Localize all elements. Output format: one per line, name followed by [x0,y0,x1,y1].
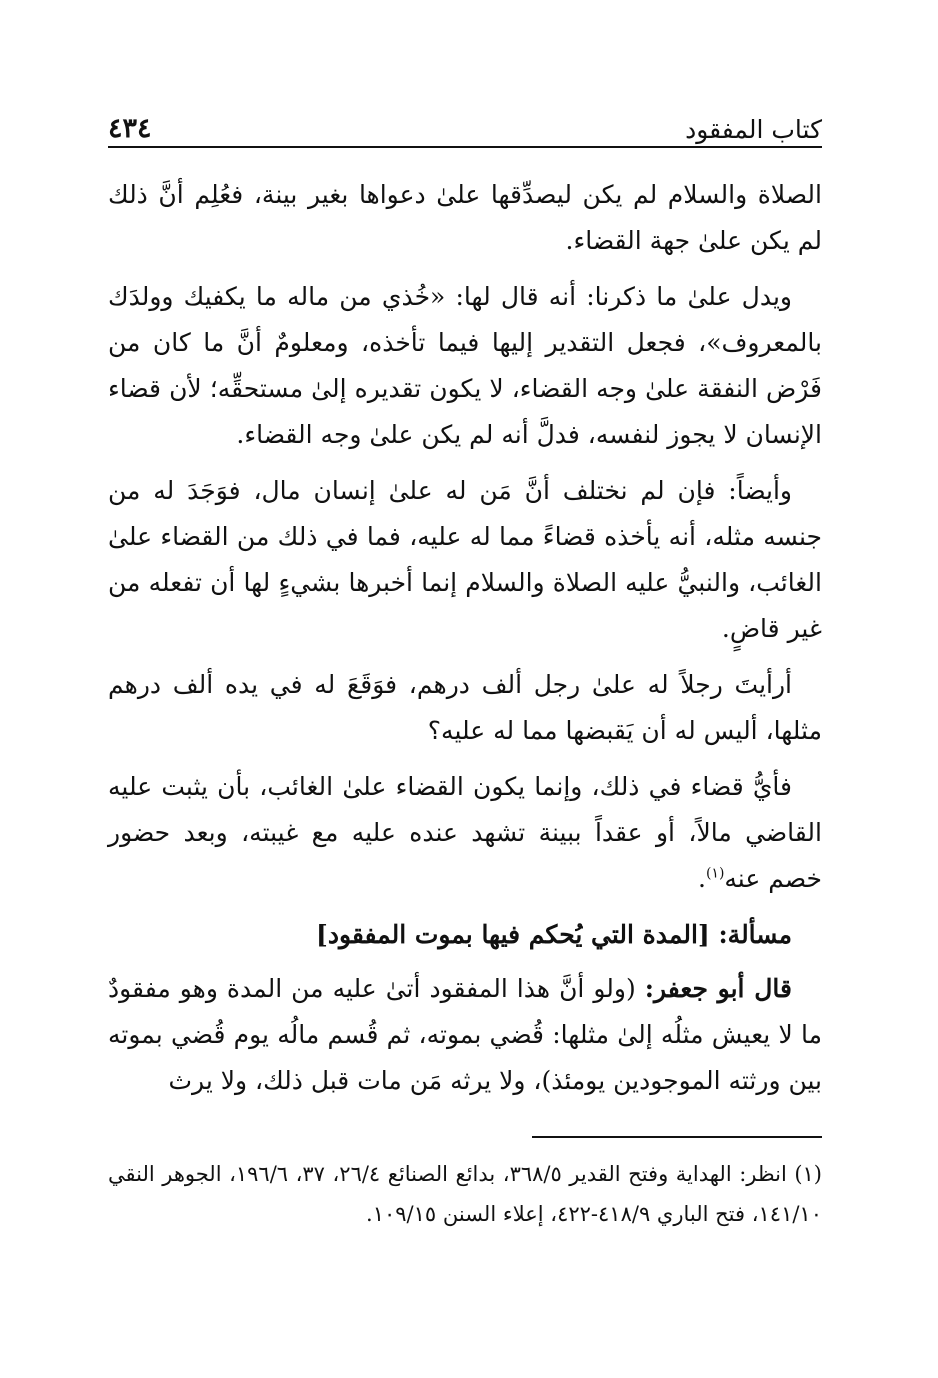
main-text [108,172,822,1114]
paragraph-end: . [697,864,706,893]
speaker-label: قال أبو جعفر: [644,974,792,1003]
running-title: كتاب المفقود [685,115,822,144]
page-header [108,104,822,148]
footnote-divider [532,1136,822,1138]
footnote-reference: (١) [705,865,725,882]
section-heading: مسألة: [المدة التي يُحكم فيها بموت المفقود] [315,920,792,949]
paragraph-text: فأيُّ قضاء في ذلك، وإنما يكون القضاء علىٰ الغائب، بأن يثبت عليه القاضي مالاً، أو عقداً ببينة تشهد عنده عليه مع غيبته، وبعد حضور خصم عنه [108,772,822,893]
footnote: (١) انظر: الهداية وفتح القدير ٣٦٨/٥، بدائع الصنائع ٢٦/٤، ٣٧، ١٩٦/٦، الجوهر النقي ١٤١/١٠، فتح الباري ٤١٨/٩-٤٢٢، إعلاء السنن ١٠٩/١٥. [108,1162,822,1226]
paragraph: ويدل علىٰ ما ذكرنا: أنه قال لها: «خُذي من ماله ما يكفيك وولدَك بالمعروف»، فجعل التقدير إليها فيما تأخذه، ومعلومٌ أنَّ ما كان من فَرْض النفقة علىٰ وجه القضاء، لا يكون تقديره إلىٰ مستحقِّه؛ لأن قضاء الإنسان لا يجوز لنفسه، فدلَّ أنه لم يكن علىٰ وجه القضاء. [108,282,822,449]
paragraph-text: (ولو أنَّ هذا المفقود أتىٰ عليه من المدة وهو مفقودٌ ما لا يعيش مثلُه إلىٰ مثلها: قُضي بموته، ثم قُسم مالُه يوم قُضي بموته بين ورثته الموجودين يومئذ)، ولا يرثه مَن مات قبل ذلك، ولا يرث [108,974,822,1095]
paragraph: أرأيتَ رجلاً له علىٰ رجل ألف درهم، فوَقَعَ له في يده ألف درهم مثلها، أليس له أن يَقبضها مما له عليه؟ [108,670,822,745]
paragraph: وأيضاً: فإن لم نختلف أنَّ مَن له علىٰ إنسان مال، فوَجَدَ له من جنسه مثله، أنه يأخذه قضاءً مما له عليه، فما في ذلك من القضاء علىٰ الغائب، والنبيُّ عليه الصلاة والسلام إنما أخبرها بشيءٍ لها أن تفعله من غير قاضٍ. [108,476,823,643]
paragraph [108,966,822,1104]
page-number: ٤٣٤ [108,113,152,144]
paragraph-with-footnote [108,764,822,902]
footnotes [108,1154,822,1234]
paragraph: الصلاة والسلام لم يكن ليصدِّقها علىٰ دعواها بغير بينة، فعُلِم أنَّ ذلك لم يكن علىٰ جهة القضاء. [108,180,822,255]
